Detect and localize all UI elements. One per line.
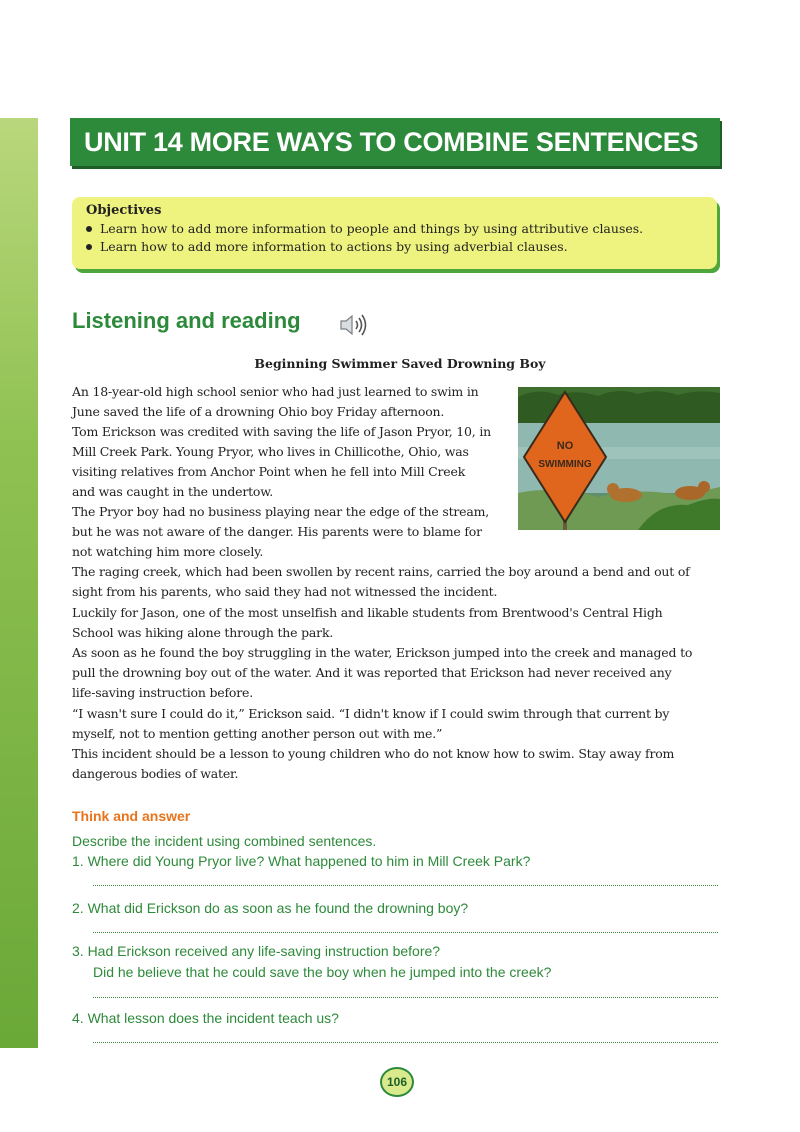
objective-item: Learn how to add more information to actions by using adverbial clauses.	[86, 238, 703, 256]
article-line: June saved the life of a drowning Ohio boy Friday afternoon.	[72, 404, 445, 419]
objectives-title: Objectives	[86, 203, 162, 218]
article-line: myself, not to mention getting another person out with me.”	[72, 726, 443, 741]
objective-item: Learn how to add more information to people and things by using attributive clauses.	[86, 220, 703, 238]
article-line: Tom Erickson was credited with saving the life of Jason Pryor, 10, in	[72, 424, 491, 439]
page-number: 106	[380, 1067, 414, 1097]
article-line: dangerous bodies of water.	[72, 766, 239, 781]
question-4: 4. What lesson does the incident teach us?	[72, 1010, 339, 1026]
question-2: 2. What did Erickson do as soon as he found the drowning boy?	[72, 900, 469, 916]
article-line: but he was not aware of the danger. His parents were to blame for	[72, 524, 482, 539]
bullet-icon	[86, 244, 92, 250]
no-swimming-photo	[518, 387, 720, 530]
question-1: 1. Where did Young Pryor live? What happened to him in Mill Creek Park?	[72, 853, 531, 869]
answer-line-3[interactable]	[93, 997, 718, 998]
sign-text-no: NO	[556, 440, 574, 452]
article-line: Luckily for Jason, one of the most unselfish and likable students from Brentwood's Central High	[72, 605, 663, 620]
article-line: As soon as he found the boy struggling in the water, Erickson jumped into the creek and managed to	[72, 645, 693, 660]
article-line: An 18-year-old high school senior who had just learned to swim in	[72, 384, 479, 399]
think-intro: Describe the incident using combined sentences.	[72, 833, 377, 849]
bullet-icon	[86, 226, 92, 232]
unit-title-banner: UNIT 14 MORE WAYS TO COMBINE SENTENCES	[70, 118, 720, 166]
article-line: and was caught in the undertow.	[72, 484, 274, 499]
article-title: Beginning Swimmer Saved Drowning Boy	[254, 356, 546, 371]
article-line: School was hiking alone through the park.	[72, 625, 334, 640]
article-line: Mill Creek Park. Young Pryor, who lives in Chillicothe, Ohio, was	[72, 444, 469, 459]
article-line: The Pryor boy had no business playing near the edge of the stream,	[72, 504, 490, 519]
article-line: “I wasn't sure I could do it,” Erickson said. “I didn't know if I could swim through that current by	[72, 706, 670, 721]
section-heading: Listening and reading	[72, 308, 301, 333]
sign-text-swimming: SWIMMING	[538, 459, 592, 470]
answer-line-2[interactable]	[93, 932, 718, 933]
article-line: visiting relatives from Anchor Point when he fell into Mill Creek	[72, 464, 466, 479]
article-line: This incident should be a lesson to young children who do not know how to swim. Stay away from	[72, 746, 675, 761]
article-line: The raging creek, which had been swollen by recent rains, carried the boy around a bend and out of	[72, 564, 690, 579]
article-line: sight from his parents, who said they had not witnessed the incident.	[72, 584, 498, 599]
answer-line-1[interactable]	[93, 885, 718, 886]
speaker-icon[interactable]	[337, 312, 369, 338]
objectives-list	[86, 220, 703, 256]
objectives-box	[72, 197, 717, 269]
answer-line-4[interactable]	[93, 1042, 718, 1043]
side-color-strip	[0, 118, 38, 1048]
question-3-continued: Did he believe that he could save the boy when he jumped into the creek?	[93, 964, 552, 980]
article-line: pull the drowning boy out of the water. And it was reported that Erickson had never received any	[72, 665, 672, 680]
article-line: life-saving instruction before.	[72, 685, 253, 700]
question-3: 3. Had Erickson received any life-saving instruction before?	[72, 943, 441, 959]
article-line: not watching him more closely.	[72, 544, 264, 559]
think-and-answer-heading: Think and answer	[72, 808, 191, 824]
